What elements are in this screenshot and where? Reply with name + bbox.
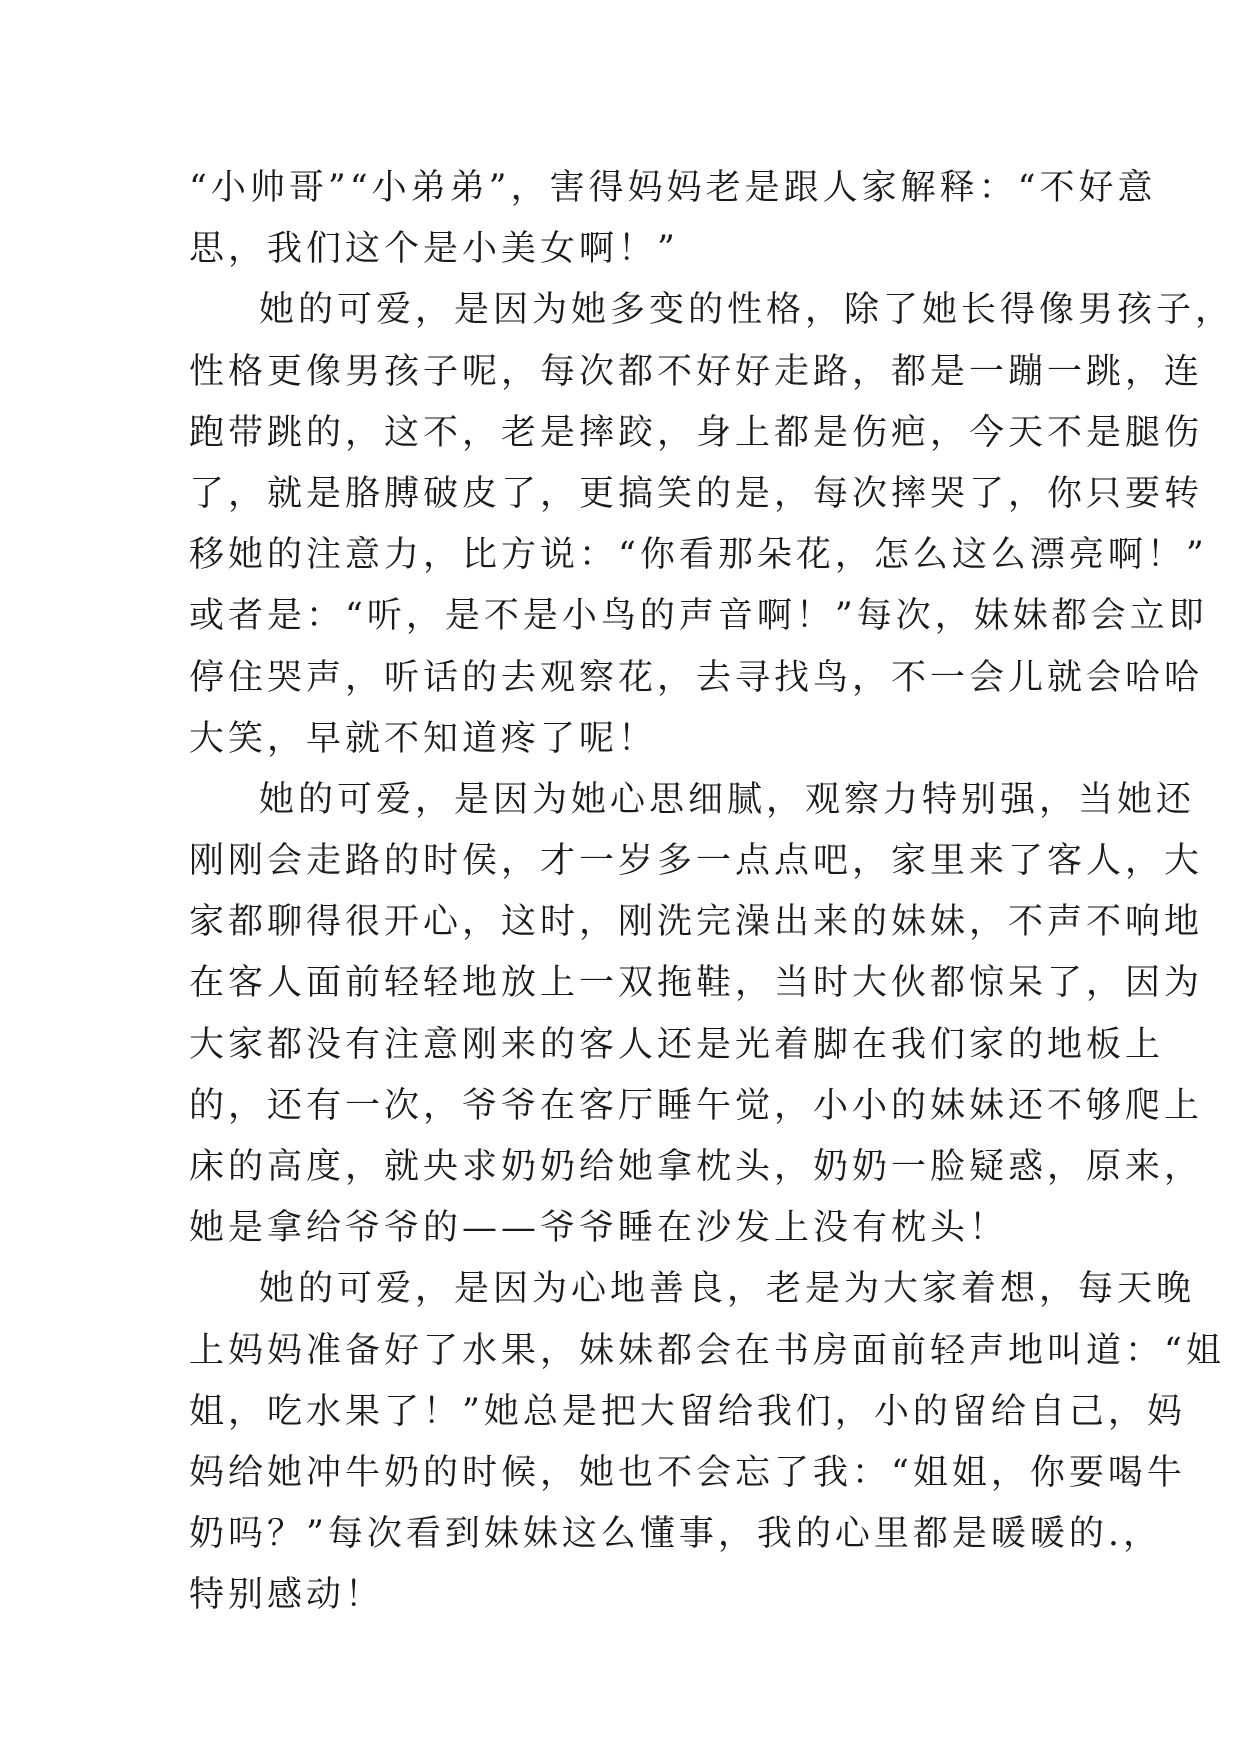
text-line: 她的可爱，是因为心地善良，老是为大家着想，每天晚 xyxy=(259,1269,1196,1310)
text-line: 妈给她冲牛奶的时候，她也不会忘了我：“姐姐，你要喝牛 xyxy=(189,1452,1186,1493)
text-line: 她的可爱，是因为她心思细腻，观察力特别强，当她还 xyxy=(259,779,1196,820)
text-line: 大笑，早就不知道疼了呢！ xyxy=(189,718,658,759)
text-line: 跑带跳的，这不，老是摔跤，身上都是伤疤，今天不是腿伤 xyxy=(189,412,1204,453)
text-line: 她是拿给爷爷的——爷爷睡在沙发上没有枕头！ xyxy=(189,1208,1009,1249)
paragraph xyxy=(189,1259,1225,1626)
text-line: 特别感动！ xyxy=(189,1575,385,1616)
text-line: 大家都没有注意刚来的客人还是光着脚在我们家的地板上 xyxy=(189,1024,1165,1065)
text-line: 奶吗？”每次看到妹妹这么懂事，我的心里都是暖暖的.， xyxy=(189,1514,1163,1555)
text-line: “小帅哥”“小弟弟”，害得妈妈老是跟人家解释：“不好意 xyxy=(189,168,1157,208)
text-line: 了，就是胳膊破皮了，更搞笑的是，每次摔哭了，你只要转 xyxy=(189,473,1204,514)
text-line: 上妈妈准备好了水果，妹妹都会在书房面前轻声地叫道：“姐 xyxy=(189,1330,1225,1371)
text-line: 姐，吃水果了！”她总是把大留给我们，小的留给自己，妈 xyxy=(189,1391,1186,1432)
text-line: 在客人面前轻轻地放上一双拖鞋，当时大伙都惊呆了，因为 xyxy=(189,963,1204,1004)
document-body xyxy=(189,158,1235,1627)
text-line: 性格更像男孩子呢，每次都不好好走路，都是一蹦一跳，连 xyxy=(189,351,1204,392)
text-line: 家都聊得很开心，这时，刚洗完澡出来的妹妹，不声不响地 xyxy=(189,902,1204,943)
text-line: 的，还有一次，爷爷在客厅睡午觉，小小的妹妹还不够爬上 xyxy=(189,1085,1204,1126)
text-line: 刚刚会走路的时侯，才一岁多一点点吧，家里来了客人，大 xyxy=(189,841,1204,882)
text-line: 床的高度，就央求奶奶给她拿枕头，奶奶一脸疑惑，原来， xyxy=(189,1147,1204,1187)
text-line: 停住哭声，听话的去观察花，去寻找鸟，不一会儿就会哈哈 xyxy=(189,657,1204,698)
text-line: 移她的注意力，比方说：“你看那朵花，怎么这么漂亮啊！” xyxy=(189,535,1208,576)
paragraph xyxy=(189,158,1157,280)
paragraph xyxy=(189,770,1204,1260)
paragraph xyxy=(189,280,1235,770)
text-line: 或者是：“听，是不是小鸟的声音啊！”每次，妹妹都会立即 xyxy=(189,596,1208,637)
text-line: 她的可爱，是因为她多变的性格，除了她长得像男孩子， xyxy=(259,290,1235,331)
text-line: 思，我们这个是小美女啊！” xyxy=(189,229,679,270)
